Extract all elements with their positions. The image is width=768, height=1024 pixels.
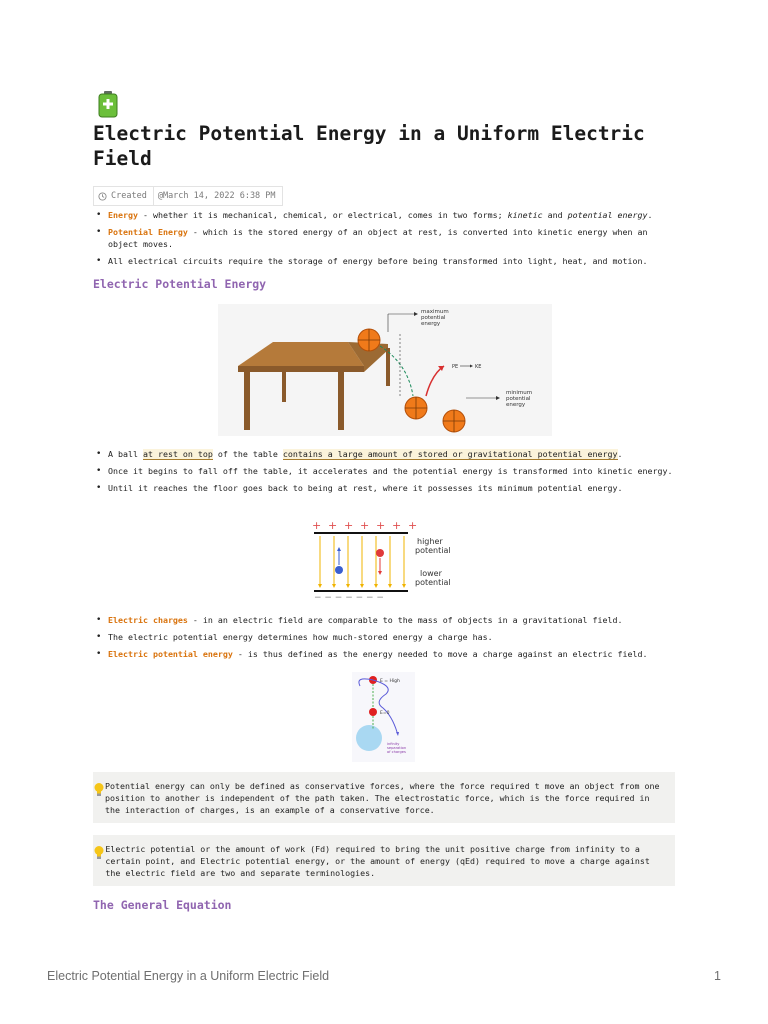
svg-text:infinity: infinity — [387, 742, 400, 746]
svg-text:+: + — [376, 519, 386, 532]
callout-text: Electric potential or the amount of work (Fd) required to bring the unit positive charge from infinity to a certain point, and Electric potential energy, or the amount of energy (qEd) required to move a charge against the electric field are two and separate terminologies. — [105, 844, 650, 878]
svg-text:E = High: E = High — [380, 679, 400, 684]
list-item: • Until it reaches the floor goes back to being at rest, where it possesses its minimum potential energy. — [93, 482, 673, 494]
svg-text:potential: potential — [506, 396, 531, 402]
svg-text:of charges: of charges — [387, 750, 406, 754]
svg-text:E=0: E=0 — [380, 711, 390, 716]
svg-text:minimum: minimum — [506, 390, 533, 396]
callout-conservative-force — [93, 772, 675, 823]
svg-text:separation: separation — [387, 746, 407, 750]
charge-path-figure — [352, 672, 415, 762]
intro-list — [93, 209, 673, 272]
battery-icon — [97, 90, 119, 118]
list-item: • Potential Energy - which is the stored energy of an object at rest, is converted into kinetic energy when an object moves. — [93, 226, 673, 250]
svg-text:+: + — [312, 519, 322, 532]
page-footer-title: Electric Potential Energy in a Uniform Electric Field — [47, 969, 330, 983]
svg-text:PE: PE — [452, 364, 459, 370]
svg-text:KE: KE — [475, 364, 482, 370]
list-item: • Electric charges - in an electric field are comparable to the mass of objects in a gravitational field. — [93, 614, 673, 626]
svg-text:energy: energy — [421, 321, 441, 327]
list-item: • A ball at rest on top of the table contains a large amount of stored or gravitational potential energy. — [93, 448, 673, 460]
callout-text: Potential energy can only be defined as conservative forces, where the force required t move an object from one position to another is independent of the path taken. The electrostatic force, which is the force required in the interaction of charges, is an example of a conservative force. — [105, 781, 660, 815]
list-item: • Energy - whether it is mechanical, chemical, or electrical, comes in two forms; kinetic and potential energy. — [93, 209, 673, 221]
clock-icon — [98, 192, 107, 201]
svg-text:+: + — [360, 519, 370, 532]
lightbulb-icon — [93, 772, 105, 823]
svg-text:+: + — [328, 519, 338, 532]
callout-potential-terminology — [93, 835, 675, 886]
svg-text:+: + — [392, 519, 402, 532]
svg-text:potential: potential — [415, 546, 451, 555]
svg-text:lower: lower — [420, 569, 442, 578]
list-item: • Electric potential energy - is thus defined as the energy needed to move a charge against an electric field. — [93, 648, 673, 660]
svg-text:higher: higher — [417, 537, 443, 546]
svg-text:+: + — [408, 519, 418, 532]
ball-list — [93, 448, 673, 499]
list-item: • Once it begins to fall off the table, it accelerates and the potential energy is transformed into kinetic energy. — [93, 465, 673, 477]
charged-plates-figure — [310, 518, 460, 600]
page-title: Electric Potential Energy in a Uniform Electric Field — [93, 122, 645, 170]
svg-text:− − − − − − −: − − − − − − − — [314, 593, 384, 600]
created-property — [93, 186, 283, 206]
lightbulb-icon — [93, 835, 105, 886]
section-heading-general-equation: The General Equation — [93, 898, 232, 912]
created-value: @March 14, 2022 6:38 PM — [157, 191, 276, 201]
svg-text:energy: energy — [506, 402, 526, 408]
list-item: • All electrical circuits require the storage of energy before being transformed into light, heat, and motion. — [93, 255, 673, 267]
svg-text:+: + — [344, 519, 354, 532]
table-ball-figure — [218, 304, 552, 436]
section-heading-electric-potential-energy: Electric Potential Energy — [93, 277, 267, 291]
svg-text:potential: potential — [421, 315, 446, 321]
charge-list — [93, 614, 673, 665]
svg-text:maximum: maximum — [421, 309, 449, 315]
created-label: Created — [94, 187, 154, 205]
list-item: • The electric potential energy determines how much-stored energy a charge has. — [93, 631, 673, 643]
page-number: 1 — [714, 969, 721, 983]
svg-text:potential: potential — [415, 578, 451, 587]
